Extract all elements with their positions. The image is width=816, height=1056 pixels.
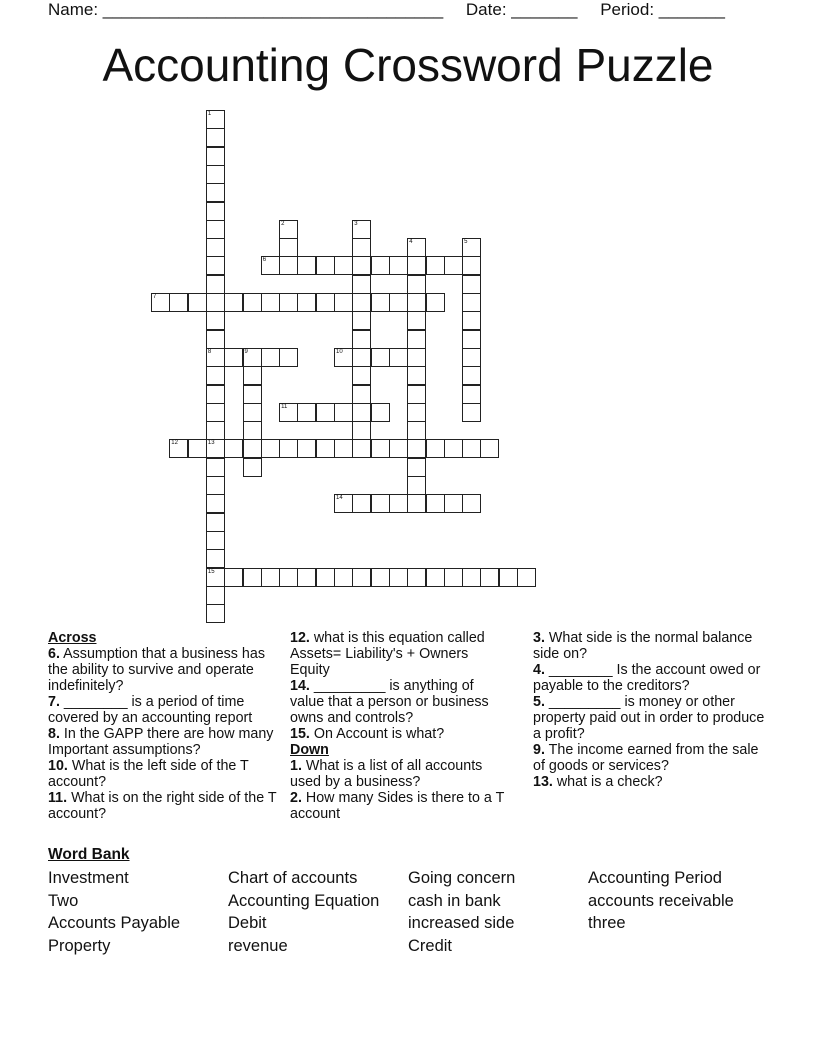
- grid-cell[interactable]: [206, 202, 225, 221]
- grid-cell[interactable]: [243, 421, 262, 440]
- grid-cell[interactable]: [407, 568, 426, 587]
- grid-cell[interactable]: [480, 568, 499, 587]
- grid-cell[interactable]: [334, 256, 353, 275]
- grid-cell[interactable]: [352, 366, 371, 385]
- grid-cell[interactable]: [297, 403, 316, 422]
- clue-item: 15. On Account is what?: [290, 726, 445, 742]
- grid-cell[interactable]: [297, 293, 316, 312]
- grid-cell[interactable]: [352, 439, 371, 458]
- across-heading: Across: [48, 630, 97, 646]
- grid-cell[interactable]: [261, 568, 280, 587]
- grid-cell[interactable]: [206, 183, 225, 202]
- word-bank-item: Property: [48, 936, 111, 955]
- clue-number: 5: [464, 239, 468, 246]
- grid-cell[interactable]: [206, 494, 225, 513]
- grid-cell[interactable]: [407, 311, 426, 330]
- grid-cell[interactable]: [407, 366, 426, 385]
- word-bank-item: increased side: [408, 914, 515, 933]
- grid-cell[interactable]: [334, 439, 353, 458]
- clue-number: 6: [262, 257, 267, 264]
- grid-cell[interactable]: [480, 439, 499, 458]
- grid-cell[interactable]: [352, 348, 371, 367]
- grid-cell[interactable]: [462, 385, 481, 404]
- clue-item: 12. what is this equation called Assets= Liability's + Owners Equity: [290, 630, 485, 678]
- grid-cell[interactable]: [206, 348, 225, 367]
- clue-number: 2: [281, 220, 285, 227]
- grid-cell[interactable]: [206, 476, 225, 495]
- clue-number: 12: [171, 440, 178, 447]
- grid-cell[interactable]: [206, 439, 225, 458]
- grid-cell[interactable]: [462, 494, 481, 513]
- grid-cell[interactable]: [407, 439, 426, 458]
- grid-cell[interactable]: [206, 110, 225, 129]
- grid-cell[interactable]: [334, 403, 353, 422]
- clue-number: 9: [244, 348, 248, 355]
- grid-cell[interactable]: [243, 348, 262, 367]
- grid-cell[interactable]: [389, 256, 408, 275]
- grid-cell[interactable]: [389, 439, 408, 458]
- word-bank-item: accounts receivable: [588, 891, 734, 910]
- grid-cell[interactable]: [407, 494, 426, 513]
- grid-cell[interactable]: [316, 568, 335, 587]
- grid-cell[interactable]: [371, 348, 390, 367]
- clue-item: 4. ________ Is the account owed or payable to the creditors?: [533, 662, 761, 694]
- word-bank-title: Word Bank: [48, 846, 130, 863]
- grid-cell[interactable]: [261, 348, 280, 367]
- clue-item: 1. What is a list of all accounts used by a business?: [290, 758, 483, 790]
- grid-cell[interactable]: [206, 128, 225, 147]
- grid-cell[interactable]: [261, 439, 280, 458]
- grid-cell[interactable]: [426, 439, 445, 458]
- clue-item: 8. In the GAPP there are how many Important assumptions?: [48, 726, 274, 758]
- clue-number: 7: [153, 294, 157, 300]
- grid-cell[interactable]: [407, 330, 426, 349]
- grid-cell[interactable]: [316, 293, 335, 312]
- word-bank-item: Credit: [408, 936, 453, 955]
- grid-cell[interactable]: [206, 147, 225, 166]
- grid-cell[interactable]: [334, 348, 353, 367]
- grid-cell[interactable]: [279, 220, 298, 239]
- grid-cell[interactable]: [206, 275, 225, 294]
- grid-cell[interactable]: [407, 256, 426, 275]
- grid-cell[interactable]: [243, 458, 262, 477]
- clue-number: 3: [354, 220, 358, 227]
- grid-cell[interactable]: [389, 494, 408, 513]
- grid-cell[interactable]: [206, 531, 225, 550]
- grid-cell[interactable]: [279, 403, 298, 422]
- clue-item: 3. What side is the normal balance side on?: [533, 630, 753, 662]
- word-bank-item: Accounts Payable: [48, 914, 181, 933]
- grid-cell[interactable]: [279, 238, 298, 257]
- grid-cell[interactable]: [279, 348, 298, 367]
- grid-cell[interactable]: [243, 568, 262, 587]
- grid-cell[interactable]: [206, 220, 225, 239]
- word-bank-item: Investment: [48, 869, 129, 887]
- grid-cell[interactable]: [188, 293, 207, 312]
- grid-cell[interactable]: [462, 568, 481, 587]
- grid-cell[interactable]: [389, 568, 408, 587]
- grid-cell[interactable]: [279, 568, 298, 587]
- grid-cell[interactable]: [334, 293, 353, 312]
- grid-cell[interactable]: [407, 238, 426, 257]
- grid-cell[interactable]: [169, 439, 188, 458]
- clue-item: 7. ________ is a period of time covered by an accounting report: [48, 694, 253, 726]
- grid-cell[interactable]: [297, 439, 316, 458]
- grid-cell[interactable]: [462, 403, 481, 422]
- grid-cell[interactable]: [462, 238, 481, 257]
- clue-column-1: [48, 630, 278, 822]
- grid-cell[interactable]: [206, 403, 225, 422]
- grid-cell[interactable]: [371, 403, 390, 422]
- down-heading: Down: [290, 742, 329, 758]
- grid-cell[interactable]: [426, 494, 445, 513]
- grid-cell[interactable]: [462, 256, 481, 275]
- grid-cell[interactable]: [407, 275, 426, 294]
- grid-cell[interactable]: [206, 385, 225, 404]
- grid-cell[interactable]: [407, 385, 426, 404]
- grid-cell[interactable]: [206, 311, 225, 330]
- grid-cell[interactable]: [206, 513, 225, 532]
- grid-cell[interactable]: [444, 439, 463, 458]
- clue-item: 14. _________ is anything of value that a person or business owns and controls?: [290, 678, 489, 726]
- page-title: Accounting Crossword Puzzle: [102, 39, 714, 91]
- grid-cell[interactable]: [444, 568, 463, 587]
- grid-cell[interactable]: [279, 256, 298, 275]
- grid-cell[interactable]: [517, 568, 536, 587]
- clue-number: 1: [207, 111, 212, 117]
- grid-cell[interactable]: [316, 256, 335, 275]
- word-bank-item: Chart of accounts: [228, 869, 358, 887]
- clue-number: 10: [336, 348, 343, 355]
- grid-cell[interactable]: [206, 330, 225, 349]
- clue-column-3: [533, 630, 773, 790]
- grid-cell[interactable]: [407, 293, 426, 312]
- grid-cell[interactable]: [371, 568, 390, 587]
- grid-cell[interactable]: [407, 421, 426, 440]
- grid-cell[interactable]: [206, 256, 225, 275]
- grid-cell[interactable]: [169, 293, 188, 312]
- clue-column-2: [290, 630, 510, 822]
- grid-cell[interactable]: [462, 311, 481, 330]
- grid-cell[interactable]: [261, 256, 280, 275]
- grid-cell[interactable]: [243, 439, 262, 458]
- word-bank-item: Two: [48, 891, 79, 910]
- grid-cell[interactable]: [352, 256, 371, 275]
- clue-item: 2. How many Sides is there to a T account: [290, 790, 505, 822]
- grid-cell[interactable]: [316, 403, 335, 422]
- grid-cell[interactable]: [352, 311, 371, 330]
- clue-number: 11: [281, 403, 288, 410]
- grid-cell[interactable]: [407, 348, 426, 367]
- grid-cell[interactable]: [224, 568, 243, 587]
- period-field[interactable]: Period: _______: [600, 0, 725, 19]
- grid-cell[interactable]: [297, 256, 316, 275]
- grid-cell[interactable]: [462, 439, 481, 458]
- grid-cell[interactable]: [206, 366, 225, 385]
- grid-cell[interactable]: [352, 403, 371, 422]
- grid-cell[interactable]: [352, 220, 371, 239]
- grid-cell[interactable]: [206, 604, 225, 623]
- grid-cell[interactable]: [279, 439, 298, 458]
- grid-cell[interactable]: [316, 439, 335, 458]
- word-bank: [48, 867, 788, 957]
- grid-cell[interactable]: [426, 293, 445, 312]
- word-bank-item: Accounting Equation: [228, 891, 380, 910]
- grid-cell[interactable]: [352, 238, 371, 257]
- grid-cell[interactable]: [371, 293, 390, 312]
- grid-cell[interactable]: [206, 421, 225, 440]
- grid-cell[interactable]: [462, 366, 481, 385]
- grid-cell[interactable]: [243, 366, 262, 385]
- grid-cell[interactable]: [352, 275, 371, 294]
- clue-number: 13: [207, 440, 215, 447]
- grid-cell[interactable]: [462, 348, 481, 367]
- clue-item: 10. What is the left side of the T account?: [48, 758, 249, 790]
- grid-cell[interactable]: [352, 330, 371, 349]
- grid-cell[interactable]: [188, 439, 207, 458]
- grid-cell[interactable]: [352, 421, 371, 440]
- grid-cell[interactable]: [206, 586, 225, 605]
- grid-cell[interactable]: [371, 256, 390, 275]
- date-field[interactable]: Date: _______: [465, 0, 578, 19]
- grid-cell[interactable]: [297, 568, 316, 587]
- clue-number: 8: [207, 348, 212, 355]
- word-bank-item: Accounting Period: [588, 869, 722, 887]
- grid-cell[interactable]: [352, 293, 371, 312]
- grid-cell[interactable]: [407, 403, 426, 422]
- grid-cell[interactable]: [261, 293, 280, 312]
- grid-cell[interactable]: [243, 293, 262, 312]
- grid-cell[interactable]: [243, 385, 262, 404]
- grid-cell[interactable]: [206, 165, 225, 184]
- grid-cell[interactable]: [462, 293, 481, 312]
- grid-cell[interactable]: [334, 494, 353, 513]
- clue-number: 4: [409, 239, 413, 246]
- clue-item: 6. Assumption that a business has the ability to survive and operate indefinitely?: [48, 646, 265, 694]
- grid-cell[interactable]: [334, 568, 353, 587]
- word-bank-item: revenue: [228, 936, 288, 955]
- grid-cell[interactable]: [389, 293, 408, 312]
- clue-item: 9. The income earned from the sale of goods or services?: [533, 742, 759, 774]
- grid-cell[interactable]: [462, 275, 481, 294]
- clue-number: 14: [336, 495, 343, 502]
- grid-cell[interactable]: [499, 568, 518, 587]
- clue-item: 5. _________ is money or other property paid out in order to produce a profit?: [533, 694, 765, 742]
- grid-cell[interactable]: [206, 568, 225, 587]
- clue-number: 15: [207, 568, 215, 575]
- grid-cell[interactable]: [224, 348, 243, 367]
- grid-cell[interactable]: [444, 256, 463, 275]
- clue-item: 11. What is on the right side of the T account?: [48, 790, 277, 822]
- grid-cell[interactable]: [151, 293, 170, 312]
- grid-cell[interactable]: [407, 476, 426, 495]
- word-bank-item: Debit: [228, 914, 267, 933]
- grid-cell[interactable]: [279, 293, 298, 312]
- grid-cell[interactable]: [389, 348, 408, 367]
- grid-cell[interactable]: [371, 439, 390, 458]
- grid-cell[interactable]: [426, 256, 445, 275]
- grid-cell[interactable]: [352, 568, 371, 587]
- grid-cell[interactable]: [243, 403, 262, 422]
- name-field[interactable]: Name: ____________________________________: [48, 0, 444, 19]
- clue-item: 13. what is a check?: [533, 774, 663, 790]
- grid-cell[interactable]: [371, 494, 390, 513]
- grid-cell[interactable]: [352, 385, 371, 404]
- grid-cell[interactable]: [352, 494, 371, 513]
- grid-cell[interactable]: [444, 494, 463, 513]
- grid-cell[interactable]: [426, 568, 445, 587]
- grid-cell[interactable]: [224, 439, 243, 458]
- word-bank-item: cash in bank: [408, 891, 501, 910]
- grid-cell[interactable]: [407, 458, 426, 477]
- grid-cell[interactable]: [206, 293, 225, 312]
- grid-cell[interactable]: [206, 458, 225, 477]
- word-bank-item: three: [588, 914, 626, 933]
- grid-cell[interactable]: [206, 238, 225, 257]
- grid-cell[interactable]: [224, 293, 243, 312]
- word-bank-item: Going concern: [408, 869, 516, 887]
- grid-cell[interactable]: [462, 330, 481, 349]
- grid-cell[interactable]: [206, 549, 225, 568]
